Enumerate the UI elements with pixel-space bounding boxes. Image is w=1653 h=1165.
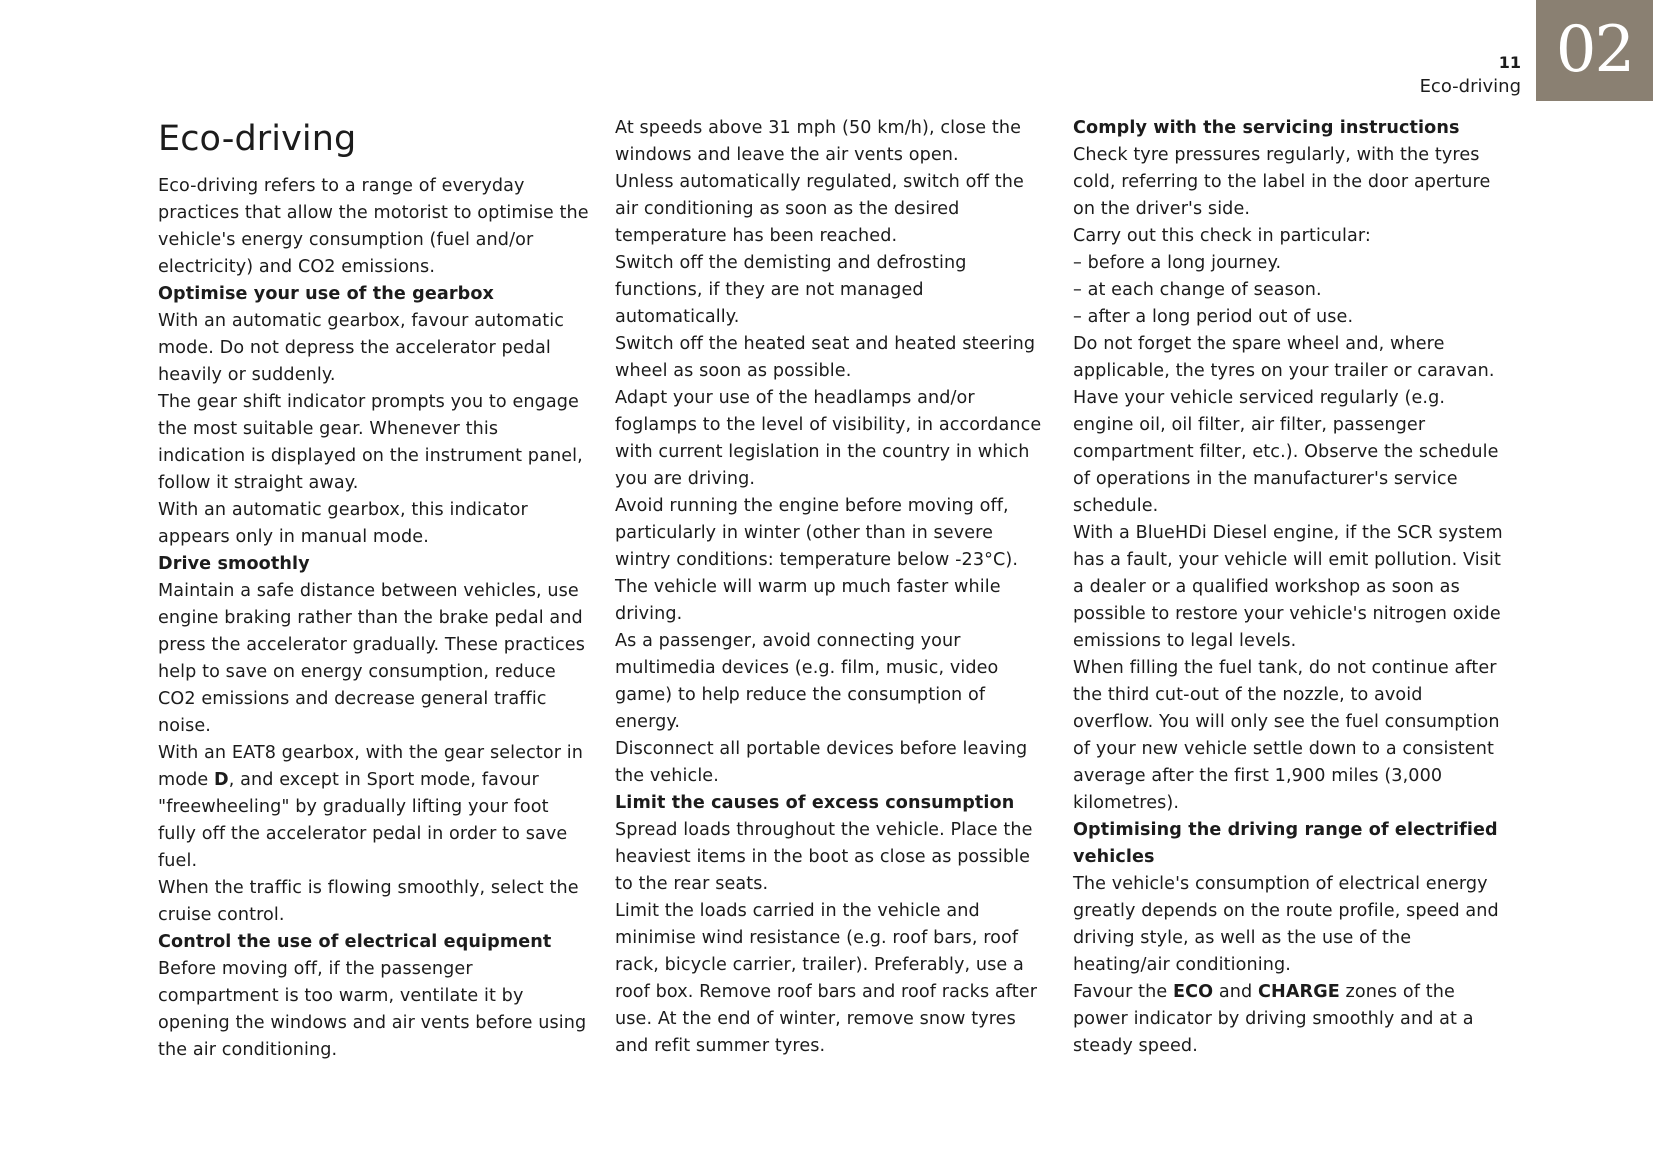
chapter-tab: 02 bbox=[1536, 0, 1653, 101]
paragraph: Disconnect all portable devices before leaving the vehicle. bbox=[615, 739, 1028, 786]
paragraph: With an automatic gearbox, this indicator appears only in manual mode. bbox=[158, 500, 528, 547]
paragraph: Limit the loads carried in the vehicle and minimise wind resistance (e.g. roof bars, roof rack, bicycle carrier, trailer). Preferably, use a roof box. Remove roof bars and roof racks after use. At the end of winter, remove snow tyres and refit summer tyres. bbox=[615, 901, 1038, 1056]
paragraph-eat8 bbox=[158, 740, 590, 875]
paragraph-power-indicator bbox=[1073, 979, 1505, 1060]
heading-gearbox: Optimise your use of the gearbox bbox=[158, 284, 494, 304]
section-name: Eco-driving bbox=[1419, 76, 1521, 97]
text-run: Favour the bbox=[1073, 982, 1174, 1002]
column-2 bbox=[615, 115, 1047, 1060]
paragraph: Avoid running the engine before moving off, particularly in winter (other than in severe wintry conditions: temperature below -23°C). The vehicle will warm up much faster while driving. bbox=[615, 496, 1019, 624]
paragraph: With a BlueHDi Diesel engine, if the SCR system has a fault, your vehicle will emit pollution. Visit a dealer or a qualified workshop as soon as possible to restore your vehicle's nitrogen oxide emissions to legal levels. bbox=[1073, 523, 1503, 651]
heading-electrified-range: Optimising the driving range of electrified vehicles bbox=[1073, 820, 1498, 867]
paragraph: Carry out this check in particular: bbox=[1073, 226, 1371, 246]
paragraph: Switch off the demisting and defrosting functions, if they are not managed automatically. bbox=[615, 253, 967, 327]
column-3 bbox=[1073, 115, 1505, 1060]
paragraph: The gear shift indicator prompts you to engage the most suitable gear. Whenever this indication is displayed on the instrument panel, follow it straight away. bbox=[158, 392, 583, 493]
paragraph: Switch off the heated seat and heated steering wheel as soon as possible. bbox=[615, 334, 1036, 381]
paragraph: Do not forget the spare wheel and, where applicable, the tyres on your trailer or caravan. bbox=[1073, 334, 1495, 381]
paragraph: The vehicle's consumption of electrical energy greatly depends on the route profile, speed and driving style, as well as the use of the heating/air conditioning. bbox=[1073, 874, 1499, 975]
list-item: – before a long journey. bbox=[1073, 253, 1282, 273]
list-item: – after a long period out of use. bbox=[1073, 307, 1354, 327]
text-run: zones of the power indicator by driving smoothly and at a steady speed. bbox=[1073, 982, 1474, 1056]
text-run: and bbox=[1213, 982, 1258, 1002]
column-1 bbox=[158, 115, 590, 1064]
heading-excess-consumption: Limit the causes of excess consumption bbox=[615, 793, 1015, 813]
paragraph: Check tyre pressures regularly, with the tyres cold, referring to the label in the door aperture on the driver's side. bbox=[1073, 145, 1491, 219]
page-number: 11 bbox=[1498, 53, 1521, 72]
heading-drive-smoothly: Drive smoothly bbox=[158, 554, 310, 574]
paragraph: Spread loads throughout the vehicle. Place the heaviest items in the boot as close as possible to the rear seats. bbox=[615, 820, 1033, 894]
paragraph: Maintain a safe distance between vehicles, use engine braking rather than the brake pedal and press the accelerator gradually. These practices help to save on energy consumption, reduce CO2 emissions and decrease general traffic noise. bbox=[158, 581, 585, 736]
paragraph: When filling the fuel tank, do not continue after the third cut-out of the nozzle, to avoid overflow. You will only see the fuel consumption of your new vehicle settle down to a consistent average after the first 1,900 miles (3,000 kilometres). bbox=[1073, 658, 1500, 813]
text-run: With an EAT8 gearbox, with the gear selector in mode bbox=[158, 743, 583, 790]
paragraph: Unless automatically regulated, switch off the air conditioning as soon as the desired temperature has been reached. bbox=[615, 172, 1024, 246]
paragraph: With an automatic gearbox, favour automatic mode. Do not depress the accelerator pedal heavily or suddenly. bbox=[158, 311, 565, 385]
heading-electrical-equipment: Control the use of electrical equipment bbox=[158, 932, 552, 952]
paragraph: As a passenger, avoid connecting your multimedia devices (e.g. film, music, video game) to help reduce the consumption of energy. bbox=[615, 631, 999, 732]
charge-label: CHARGE bbox=[1258, 982, 1340, 1002]
paragraph: At speeds above 31 mph (50 km/h), close the windows and leave the air vents open. bbox=[615, 118, 1022, 165]
list-item: – at each change of season. bbox=[1073, 280, 1322, 300]
paragraph: When the traffic is flowing smoothly, select the cruise control. bbox=[158, 878, 579, 925]
page-header bbox=[1420, 52, 1521, 100]
page-title: Eco-driving bbox=[158, 119, 357, 159]
paragraph: Have your vehicle serviced regularly (e.g. engine oil, oil filter, air filter, passenger compartment filter, etc.). Observe the schedule of operations in the manufacturer's service schedule. bbox=[1073, 388, 1499, 516]
paragraph: Adapt your use of the headlamps and/or foglamps to the level of visibility, in accordance with current legislation in the country in which you are driving. bbox=[615, 388, 1042, 489]
intro-paragraph: Eco-driving refers to a range of everyday practices that allow the motorist to optimise the vehicle's energy consumption (fuel and/or electricity) and CO2 emissions. bbox=[158, 176, 589, 277]
paragraph: Before moving off, if the passenger compartment is too warm, ventilate it by opening the windows and air vents before using the air conditioning. bbox=[158, 959, 587, 1060]
eco-label: ECO bbox=[1173, 982, 1214, 1002]
mode-d-label: D bbox=[214, 770, 229, 790]
heading-servicing: Comply with the servicing instructions bbox=[1073, 118, 1460, 138]
text-run: , and except in Sport mode, favour "freewheeling" by gradually lifting your foot fully off the accelerator pedal in order to save fuel. bbox=[158, 770, 568, 871]
